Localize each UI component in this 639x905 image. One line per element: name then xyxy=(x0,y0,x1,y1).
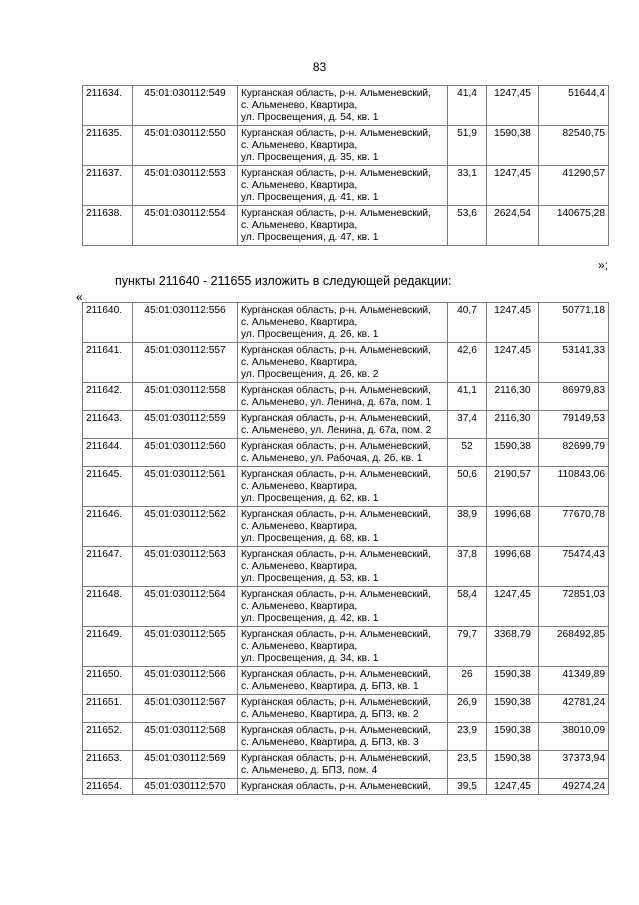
cadastral-number-cell: 45:01:030112:560 xyxy=(133,439,238,467)
area-cell: 41,4 xyxy=(448,86,487,126)
cadastral-number-cell: 45:01:030112:549 xyxy=(133,86,238,126)
address-line: с. Альменево, Квартира, д. БПЗ, кв. 3 xyxy=(241,737,419,748)
cadastral-value-cell: 51644,4 xyxy=(539,86,609,126)
unit-price-cell: 1590,38 xyxy=(487,695,539,723)
row-number-cell: 211643. xyxy=(83,411,133,439)
address-line: ул. Просвещения, д. 47, кв. 1 xyxy=(241,232,379,243)
row-number-cell: 211644. xyxy=(83,439,133,467)
cadastral-number-cell: 45:01:030112:556 xyxy=(133,303,238,343)
address-line: с. Альменево, Квартира, xyxy=(241,140,358,151)
row-number-cell: 211645. xyxy=(83,467,133,507)
unit-price-cell: 1247,45 xyxy=(487,303,539,343)
cadastral-number-cell: 45:01:030112:569 xyxy=(133,751,238,779)
area-cell: 26,9 xyxy=(448,695,487,723)
cadastral-value-cell: 37373,94 xyxy=(539,751,609,779)
address-line: Курганская область, р-н. Альменевский, xyxy=(241,441,431,452)
address-line: с. Альменево, Квартира, xyxy=(241,601,358,612)
address-line: Курганская область, р-н. Альменевский, xyxy=(241,629,431,640)
address-line: ул. Просвещения, д. 42, кв. 1 xyxy=(241,613,379,624)
cadastral-number-cell: 45:01:030112:564 xyxy=(133,587,238,627)
unit-price-cell: 1590,38 xyxy=(487,751,539,779)
cadastral-number-cell: 45:01:030112:557 xyxy=(133,343,238,383)
address-line: с. Альменево, Квартира, xyxy=(241,220,358,231)
cadastral-number-cell: 45:01:030112:568 xyxy=(133,723,238,751)
unit-price-cell: 1247,45 xyxy=(487,587,539,627)
area-cell: 42,6 xyxy=(448,343,487,383)
cadastral-number-cell: 45:01:030112:570 xyxy=(133,779,238,795)
area-cell: 37,8 xyxy=(448,547,487,587)
row-number-cell: 211634. xyxy=(83,86,133,126)
row-number-cell: 211650. xyxy=(83,667,133,695)
address-line: с. Альменево, Квартира, xyxy=(241,521,358,532)
cadastral-value-cell: 53141,33 xyxy=(539,343,609,383)
cadastral-value-cell: 49274,24 xyxy=(539,779,609,795)
table-row xyxy=(83,411,609,439)
address-line: с. Альменево, ул. Рабочая, д. 2б, кв. 1 xyxy=(241,453,423,464)
area-cell: 58,4 xyxy=(448,587,487,627)
cadastral-number-cell: 45:01:030112:561 xyxy=(133,467,238,507)
table-row xyxy=(83,126,609,166)
cadastral-value-cell: 82540,75 xyxy=(539,126,609,166)
address-line: Курганская область, р-н. Альменевский, xyxy=(241,469,431,480)
address-cell xyxy=(238,467,448,507)
address-cell xyxy=(238,86,448,126)
address-line: Курганская область, р-н. Альменевский, xyxy=(241,509,431,520)
address-line: Курганская область, р-н. Альменевский, xyxy=(241,128,431,139)
cadastral-number-cell: 45:01:030112:567 xyxy=(133,695,238,723)
unit-price-cell: 2116,30 xyxy=(487,411,539,439)
area-cell: 23,9 xyxy=(448,723,487,751)
area-cell: 37,4 xyxy=(448,411,487,439)
cadastral-number-cell: 45:01:030112:553 xyxy=(133,166,238,206)
cadastral-value-cell: 82699,79 xyxy=(539,439,609,467)
unit-price-cell: 1590,38 xyxy=(487,126,539,166)
address-line: ул. Просвещения, д. 68, кв. 1 xyxy=(241,533,379,544)
table-row xyxy=(83,303,609,343)
table-row xyxy=(83,439,609,467)
row-number-cell: 211646. xyxy=(83,507,133,547)
area-cell: 52 xyxy=(448,439,487,467)
address-line: Курганская область, р-н. Альменевский, xyxy=(241,753,431,764)
row-number-cell: 211638. xyxy=(83,206,133,246)
table-row xyxy=(83,467,609,507)
cadastral-value-cell: 41349,89 xyxy=(539,667,609,695)
table-row xyxy=(83,547,609,587)
address-cell xyxy=(238,343,448,383)
address-cell xyxy=(238,547,448,587)
table-row xyxy=(83,86,609,126)
address-cell xyxy=(238,751,448,779)
address-line: ул. Просвещения, д. 26, кв. 2 xyxy=(241,369,379,380)
row-number-cell: 211649. xyxy=(83,627,133,667)
area-cell: 38,9 xyxy=(448,507,487,547)
address-cell xyxy=(238,126,448,166)
area-cell: 33,1 xyxy=(448,166,487,206)
area-cell: 51,9 xyxy=(448,126,487,166)
address-cell xyxy=(238,166,448,206)
row-number-cell: 211651. xyxy=(83,695,133,723)
address-line: Курганская область, р-н. Альменевский, xyxy=(241,305,431,316)
address-line: Курганская область, р-н. Альменевский, xyxy=(241,589,431,600)
address-line: Курганская область, р-н. Альменевский, xyxy=(241,549,431,560)
unit-price-cell: 1996,68 xyxy=(487,507,539,547)
row-number-cell: 211642. xyxy=(83,383,133,411)
opening-quote: « xyxy=(76,290,83,304)
address-line: Курганская область, р-н. Альменевский, xyxy=(241,88,431,99)
address-line: с. Альменево, Квартира, xyxy=(241,561,358,572)
address-line: ул. Просвещения, д. 62, кв. 1 xyxy=(241,493,379,504)
address-line: Курганская область, р-н. Альменевский, xyxy=(241,669,431,680)
address-cell xyxy=(238,667,448,695)
address-cell xyxy=(238,779,448,795)
row-number-cell: 211647. xyxy=(83,547,133,587)
unit-price-cell: 1590,38 xyxy=(487,667,539,695)
area-cell: 39,5 xyxy=(448,779,487,795)
address-line: с. Альменево, д. БПЗ, пом. 4 xyxy=(241,765,378,776)
table-row xyxy=(83,383,609,411)
area-cell: 41,1 xyxy=(448,383,487,411)
address-cell xyxy=(238,587,448,627)
table-row xyxy=(83,206,609,246)
address-cell xyxy=(238,723,448,751)
address-line: ул. Просвещения, д. 34, кв. 1 xyxy=(241,653,379,664)
area-cell: 23,5 xyxy=(448,751,487,779)
table-row xyxy=(83,587,609,627)
unit-price-cell: 1590,38 xyxy=(487,439,539,467)
address-line: с. Альменево, Квартира, xyxy=(241,481,358,492)
cadastral-value-cell: 110843,06 xyxy=(539,467,609,507)
table-row xyxy=(83,695,609,723)
address-cell xyxy=(238,383,448,411)
cadastral-value-cell: 79149,53 xyxy=(539,411,609,439)
area-cell: 40,7 xyxy=(448,303,487,343)
property-table-2 xyxy=(82,302,609,795)
unit-price-cell: 1247,45 xyxy=(487,779,539,795)
cadastral-number-cell: 45:01:030112:550 xyxy=(133,126,238,166)
address-cell xyxy=(238,695,448,723)
address-line: Курганская область, р-н. Альменевский, xyxy=(241,345,431,356)
table-row xyxy=(83,166,609,206)
row-number-cell: 211635. xyxy=(83,126,133,166)
area-cell: 26 xyxy=(448,667,487,695)
cadastral-value-cell: 50771,18 xyxy=(539,303,609,343)
cadastral-value-cell: 72851,03 xyxy=(539,587,609,627)
address-line: ул. Просвещения, д. 35, кв. 1 xyxy=(241,152,379,163)
address-line: Курганская область, р-н. Альменевский, xyxy=(241,697,431,708)
row-number-cell: 211640. xyxy=(83,303,133,343)
cadastral-number-cell: 45:01:030112:554 xyxy=(133,206,238,246)
address-line: ул. Просвещения, д. 26, кв. 1 xyxy=(241,329,379,340)
address-line: Курганская область, р-н. Альменевский, xyxy=(241,208,431,219)
address-line: с. Альменево, Квартира, д. БПЗ, кв. 1 xyxy=(241,681,419,692)
cadastral-number-cell: 45:01:030112:565 xyxy=(133,627,238,667)
table-row xyxy=(83,627,609,667)
cadastral-value-cell: 41290,57 xyxy=(539,166,609,206)
cadastral-number-cell: 45:01:030112:562 xyxy=(133,507,238,547)
address-line: с. Альменево, Квартира, xyxy=(241,641,358,652)
unit-price-cell: 2190,57 xyxy=(487,467,539,507)
area-cell: 50,6 xyxy=(448,467,487,507)
cadastral-value-cell: 268492,85 xyxy=(539,627,609,667)
address-line: с. Альменево, ул. Ленина, д. 67а, пом. 1 xyxy=(241,397,432,408)
row-number-cell: 211648. xyxy=(83,587,133,627)
address-line: Курганская область, р-н. Альменевский, xyxy=(241,168,431,179)
address-line: с. Альменево, ул. Ленина, д. 67а, пом. 2 xyxy=(241,425,432,436)
cadastral-number-cell: 45:01:030112:563 xyxy=(133,547,238,587)
unit-price-cell: 2624,54 xyxy=(487,206,539,246)
cadastral-value-cell: 77670,78 xyxy=(539,507,609,547)
address-cell xyxy=(238,439,448,467)
address-line: ул. Просвещения, д. 53, кв. 1 xyxy=(241,573,379,584)
unit-price-cell: 1996,68 xyxy=(487,547,539,587)
table-row xyxy=(83,343,609,383)
cadastral-value-cell: 42781,24 xyxy=(539,695,609,723)
address-line: с. Альменево, Квартира, xyxy=(241,357,358,368)
closing-quote: »; xyxy=(597,258,608,272)
amendment-instruction: пункты 211640 - 211655 изложить в следующей редакции: xyxy=(115,274,452,288)
row-number-cell: 211654. xyxy=(83,779,133,795)
area-cell: 79,7 xyxy=(448,627,487,667)
cadastral-number-cell: 45:01:030112:558 xyxy=(133,383,238,411)
unit-price-cell: 3368,79 xyxy=(487,627,539,667)
address-line: Курганская область, р-н. Альменевский, xyxy=(241,385,431,396)
cadastral-value-cell: 140675,28 xyxy=(539,206,609,246)
cadastral-value-cell: 75474,43 xyxy=(539,547,609,587)
unit-price-cell: 1590,38 xyxy=(487,723,539,751)
area-cell: 53,6 xyxy=(448,206,487,246)
unit-price-cell: 2116,30 xyxy=(487,383,539,411)
table-row xyxy=(83,751,609,779)
table-row xyxy=(83,667,609,695)
row-number-cell: 211652. xyxy=(83,723,133,751)
cadastral-value-cell: 38010,09 xyxy=(539,723,609,751)
address-line: Курганская область, р-н. Альменевский, xyxy=(241,725,431,736)
unit-price-cell: 1247,45 xyxy=(487,166,539,206)
address-line: с. Альменево, Квартира, xyxy=(241,180,358,191)
row-number-cell: 211653. xyxy=(83,751,133,779)
address-line: ул. Просвещения, д. 54, кв. 1 xyxy=(241,112,379,123)
unit-price-cell: 1247,45 xyxy=(487,86,539,126)
unit-price-cell: 1247,45 xyxy=(487,343,539,383)
address-line: Курганская область, р-н. Альменевский, xyxy=(241,413,431,424)
row-number-cell: 211641. xyxy=(83,343,133,383)
row-number-cell: 211637. xyxy=(83,166,133,206)
cadastral-number-cell: 45:01:030112:559 xyxy=(133,411,238,439)
cadastral-value-cell: 86979,83 xyxy=(539,383,609,411)
address-cell xyxy=(238,507,448,547)
table-row xyxy=(83,723,609,751)
cadastral-number-cell: 45:01:030112:566 xyxy=(133,667,238,695)
address-cell xyxy=(238,627,448,667)
address-cell xyxy=(238,206,448,246)
page-number: 83 xyxy=(312,60,327,74)
property-table-1 xyxy=(82,85,609,246)
address-line: Курганская область, р-н. Альменевский, xyxy=(241,781,431,792)
address-line: с. Альменево, Квартира, xyxy=(241,317,358,328)
address-line: с. Альменево, Квартира, xyxy=(241,100,358,111)
address-cell xyxy=(238,303,448,343)
table-row xyxy=(83,779,609,795)
address-line: ул. Просвещения, д. 41, кв. 1 xyxy=(241,192,379,203)
address-cell xyxy=(238,411,448,439)
table-row xyxy=(83,507,609,547)
address-line: с. Альменево, Квартира, д. БПЗ, кв. 2 xyxy=(241,709,419,720)
